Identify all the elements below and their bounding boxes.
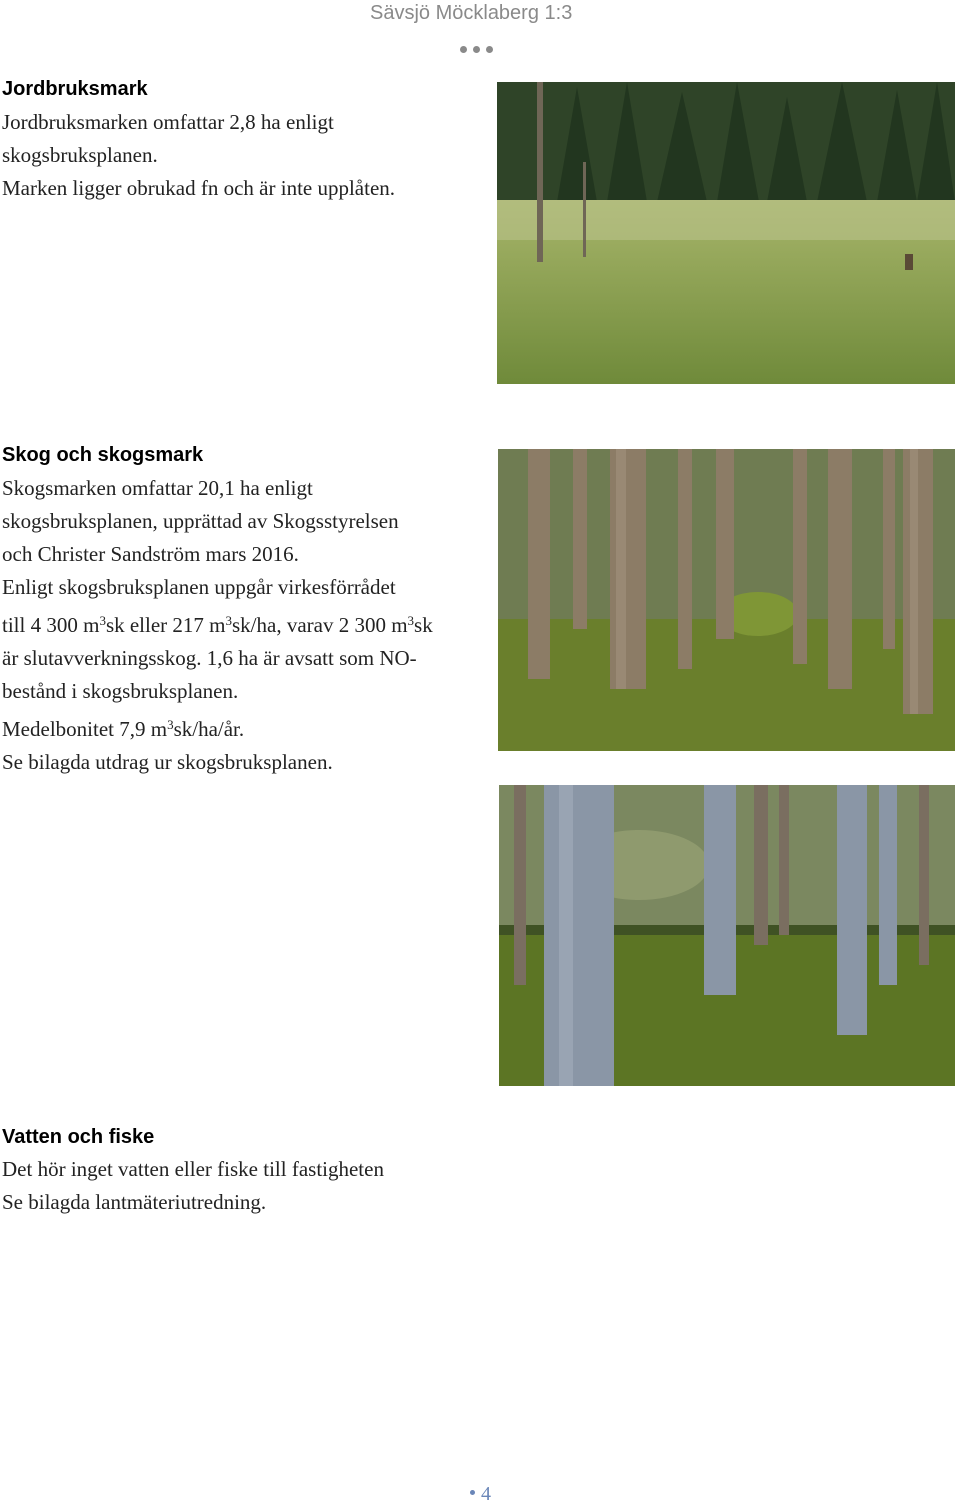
text-line: Enligt skogsbruksplanen uppgår virkesförrådet <box>2 575 396 599</box>
photo-forest-2 <box>499 785 955 1086</box>
section-heading-agri: Jordbruksmark <box>2 78 148 100</box>
text-part: sk/ha, varav 2 300 m <box>232 613 408 637</box>
section-heading-forest: Skog och skogsmark <box>2 444 204 466</box>
superscript: 3 <box>407 613 415 628</box>
text-line-bonitet <box>2 708 433 746</box>
text-line-volume <box>2 604 433 642</box>
superscript: 3 <box>225 613 232 628</box>
section-text-forest <box>2 472 433 779</box>
text-line: skogsbruksplanen, upprättad av Skogsstyrelsen <box>2 509 399 533</box>
section-text-agri <box>2 106 395 205</box>
text-line: Se bilagda lantmäteriutredning. <box>2 1190 267 1214</box>
header-dots <box>460 40 499 58</box>
text-line: bestånd i skogsbruksplanen. <box>2 679 239 703</box>
document-header-title: Sävsjö Möcklaberg 1:3 <box>370 2 573 24</box>
text-line: Marken ligger obrukad fn och är inte upplåten. <box>2 176 396 200</box>
text-line: Det hör inget vatten eller fiske till fastigheten <box>2 1157 384 1181</box>
page-number-text: 4 <box>481 1483 491 1505</box>
text-line: och Christer Sandström mars 2016. <box>2 542 299 566</box>
text-line: Skogsmarken omfattar 20,1 ha enligt <box>2 476 313 500</box>
superscript: 3 <box>167 717 174 732</box>
text-part: sk/ha/år. <box>173 717 245 741</box>
text-part: sk eller 217 m <box>105 613 226 637</box>
dot-icon <box>473 46 480 53</box>
text-line: skogsbruksplanen. <box>2 143 158 167</box>
section-heading-water: Vatten och fiske <box>2 1126 155 1148</box>
text-part: Medelbonitet 7,9 m <box>2 717 168 741</box>
text-line: Se bilagda utdrag ur skogsbruksplanen. <box>2 750 333 774</box>
dot-icon <box>486 46 493 53</box>
superscript: 3 <box>99 613 106 628</box>
text-part: sk <box>414 613 433 637</box>
text-line: är slutavverkningsskog. 1,6 ha är avsatt som NO- <box>2 646 417 670</box>
section-text-water <box>2 1153 384 1219</box>
bullet-icon <box>470 1490 475 1495</box>
dot-icon <box>460 46 467 53</box>
page-number <box>470 1483 491 1506</box>
text-part: till 4 300 m <box>2 613 100 637</box>
photo-field <box>497 82 955 384</box>
text-line: Jordbruksmarken omfattar 2,8 ha enligt <box>2 110 334 134</box>
photo-forest-1 <box>498 449 955 751</box>
